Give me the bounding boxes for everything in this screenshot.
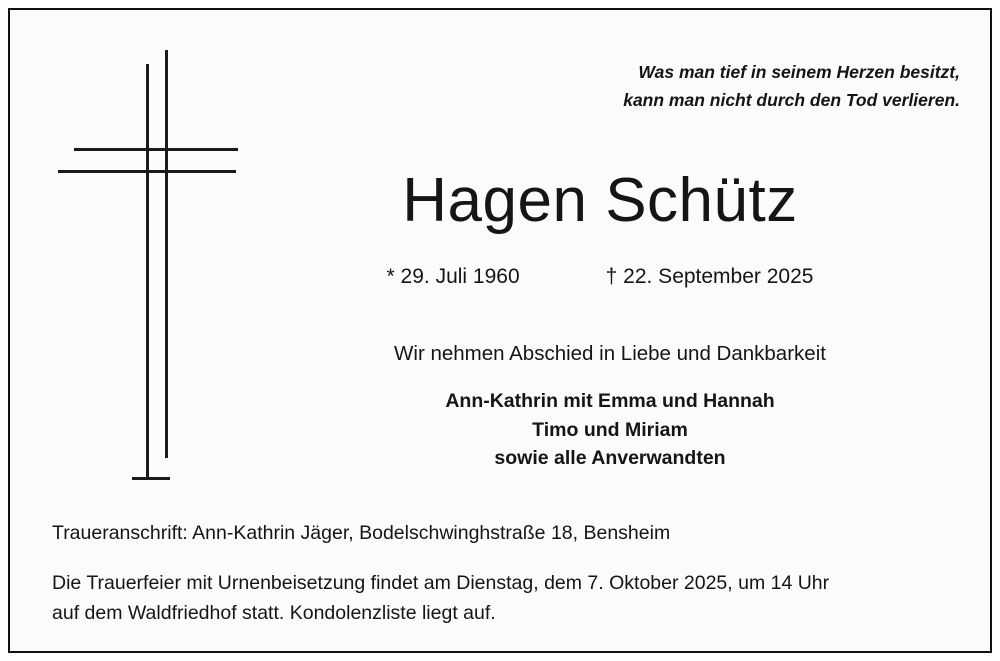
cross-foot <box>132 477 170 480</box>
obituary-card <box>8 8 992 653</box>
family-line-1: Ann-Kathrin mit Emma und Hannah <box>445 390 775 412</box>
birth-date: * 29. Juli 1960 <box>386 265 520 288</box>
verse-line-2: kann man nicht durch den Tod verlieren. <box>623 90 960 110</box>
mourning-address: Traueranschrift: Ann-Kathrin Jäger, Bodelschwinghstraße 18, Bensheim <box>52 522 671 544</box>
memorial-verse <box>480 58 960 114</box>
deceased-name: Hagen Schütz <box>402 166 798 235</box>
ceremony-details <box>52 568 962 628</box>
family-line-3: sowie alle Anverwandten <box>494 447 726 469</box>
christian-cross-icon <box>50 50 250 480</box>
verse-line-1: Was man tief in seinem Herzen besitzt, <box>638 62 960 82</box>
ceremony-line-1: Die Trauerfeier mit Urnenbeisetzung findet am Dienstag, dem 7. Oktober 2025, um 14 Uhr <box>52 572 830 594</box>
cross-vertical-inner <box>165 50 168 458</box>
life-dates <box>280 265 920 289</box>
cross-vertical-outer <box>146 64 149 480</box>
ceremony-line-2: auf dem Waldfriedhof statt. Kondolenzliste liegt auf. <box>52 602 496 624</box>
family-line-2: Timo und Miriam <box>532 418 688 441</box>
cross-horizontal-outer <box>58 170 236 173</box>
death-date: † 22. September 2025 <box>605 265 814 288</box>
farewell-text: Wir nehmen Abschied in Liebe und Dankbarkeit <box>394 342 826 365</box>
cross-horizontal-inner <box>74 148 238 151</box>
family-names <box>280 387 940 473</box>
